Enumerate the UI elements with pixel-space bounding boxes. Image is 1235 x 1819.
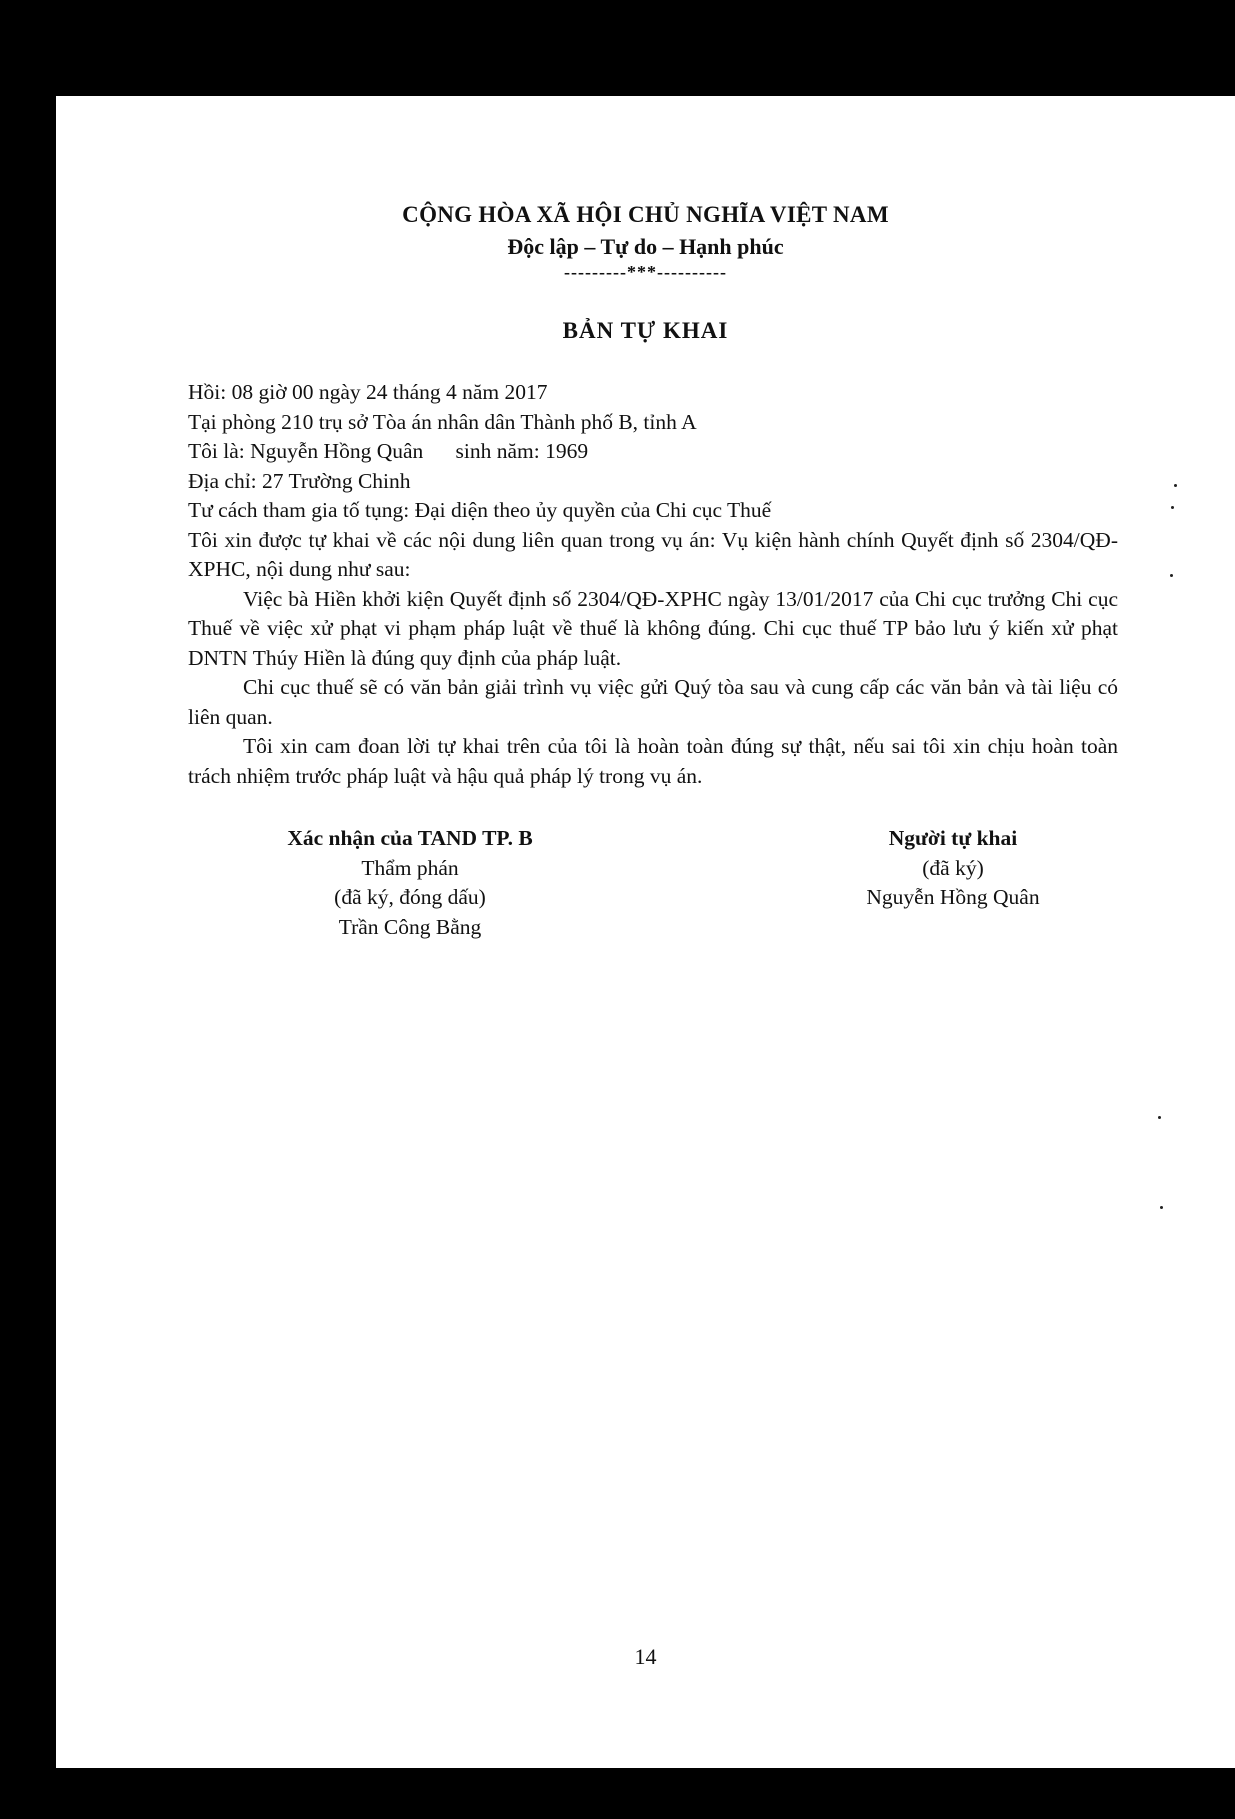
motto: Độc lập – Tự do – Hạnh phúc [507, 234, 784, 259]
scan-speck [1174, 484, 1177, 487]
time-line: Hồi: 08 giờ 00 ngày 24 tháng 4 năm 2017 [188, 380, 548, 404]
declarant-heading: Người tự khai [888, 826, 1018, 850]
place-line: Tại phòng 210 trụ sở Tòa án nhân dân Thành phố B, tỉnh A [188, 409, 697, 434]
scan-speck [1160, 1206, 1163, 1209]
header-separator: ---------***---------- [564, 262, 727, 282]
statement-paragraph-3: Tôi xin cam đoan lời tự khai trên của tôi là hoàn toàn đúng sự thật, nếu sai tôi xin chịu hoàn toàn trách nhiệm trước pháp luật và hậu quả pháp lý trong vụ án. [188, 734, 1118, 788]
document-title: BẢN TỰ KHAI [562, 318, 729, 343]
scan-speck [1170, 574, 1173, 577]
intro-paragraph: Tôi xin được tự khai về các nội dung liên quan trong vụ án: Vụ kiện hành chính Quyết định số 2304/QĐ-XPHC, nội dung như sau: [188, 527, 1118, 581]
name-line: Tôi là: Nguyễn Hồng Quân sinh năm: 1969 [188, 439, 589, 463]
scan-speck [1171, 506, 1174, 509]
declarant-block [788, 824, 1118, 913]
judge-name: Trần Công Bằng [338, 914, 482, 939]
judge-title: Thẩm phán [361, 855, 459, 880]
country-heading: CỘNG HÒA XÃ HỘI CHỦ NGHĨA VIỆT NAM [402, 202, 889, 227]
document-body [188, 378, 1118, 791]
scan-speck [1158, 1116, 1161, 1119]
declarant-signed-note: (đã ký) [922, 855, 984, 880]
declarant-name: Nguyễn Hồng Quân [866, 885, 1040, 909]
statement-paragraph-2: Chi cục thuế sẽ có văn bản giải trình vụ việc gửi Quý tòa sau và cung cấp các văn bản và tài liệu có liên quan. [188, 675, 1118, 729]
statement-paragraph-1: Việc bà Hiền khởi kiện Quyết định số 2304/QĐ-XPHC ngày 13/01/2017 của Chi cục trưởng Chi cục Thuế về việc xử phạt vi phạm pháp luật về thuế là không đúng. Chi cục thuế TP bảo lưu ý kiến xử phạt DNTN Thúy Hiền là đúng quy định của pháp luật. [188, 586, 1118, 670]
role-line: Tư cách tham gia tố tụng: Đại diện theo ủy quyền của Chi cục Thuế [188, 498, 772, 522]
address-line: Địa chỉ: 27 Trường Chinh [188, 468, 411, 493]
page-number: 14 [634, 1644, 657, 1669]
court-signed-note: (đã ký, đóng dấu) [334, 885, 486, 909]
court-confirmation-heading: Xác nhận của TAND TP. B [287, 826, 533, 850]
document-page [56, 96, 1235, 1768]
court-confirmation-block [240, 824, 580, 942]
